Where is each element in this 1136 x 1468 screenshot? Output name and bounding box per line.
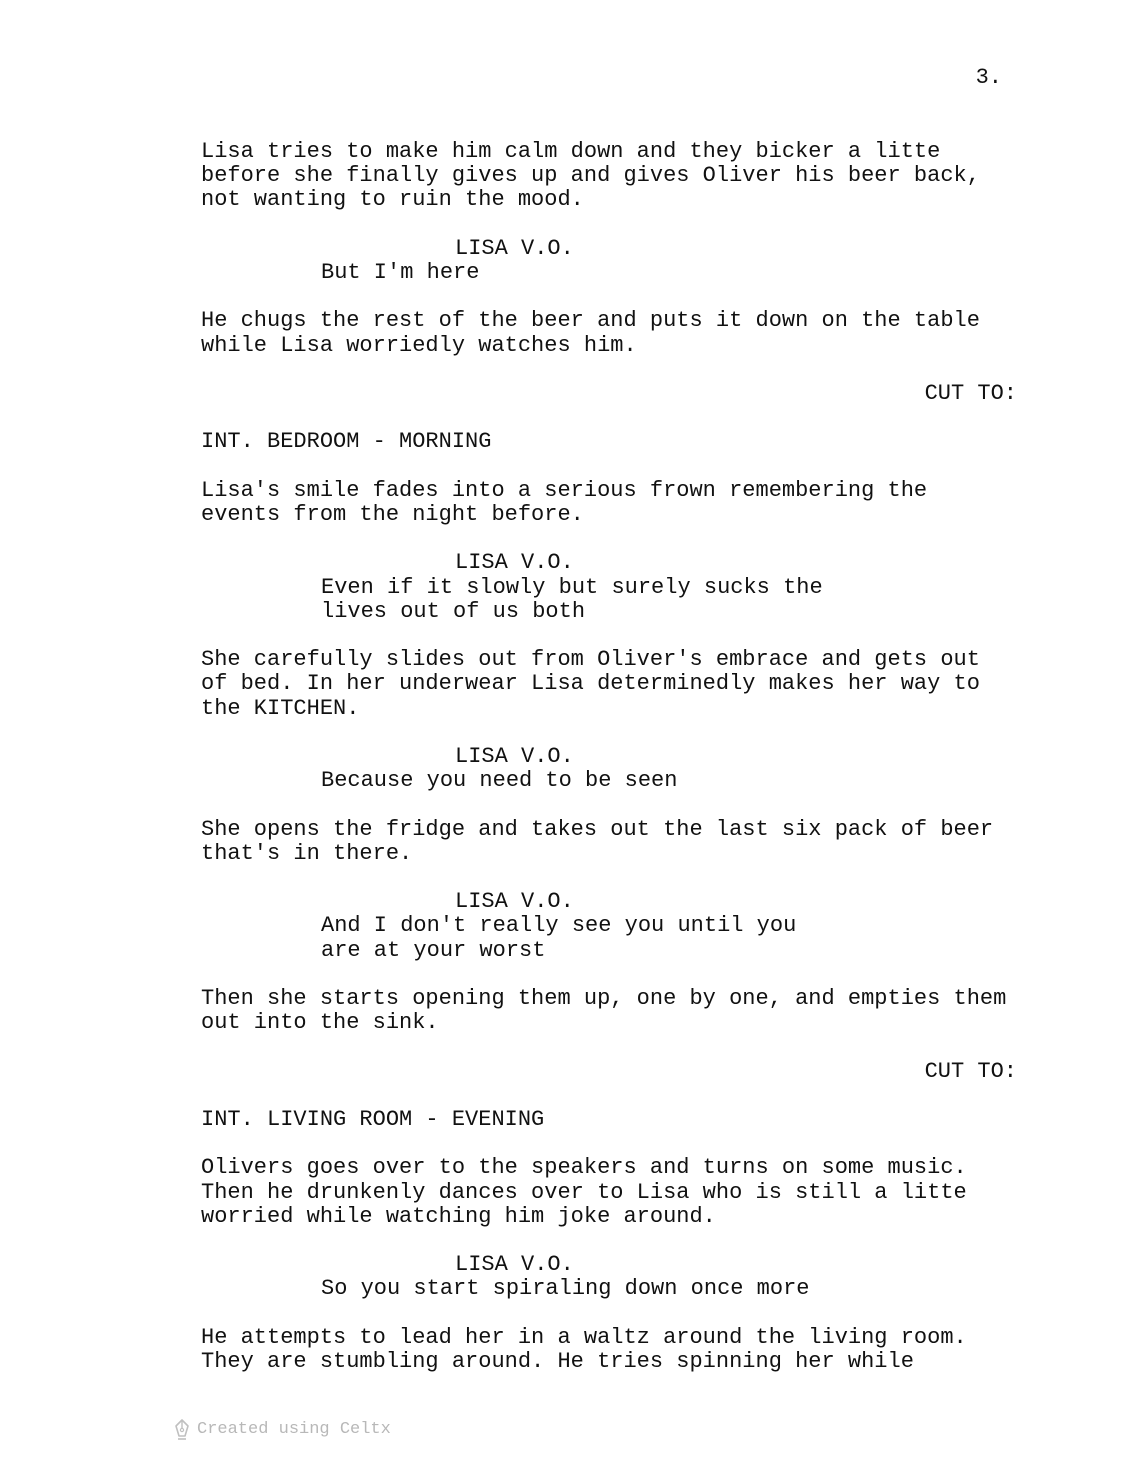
dialogue-line: Because you need to be seen (321, 768, 678, 794)
action-line: She opens the fridge and takes out the last six pack of beer that's in there. (201, 816, 994, 866)
action-line: Lisa's smile fades into a serious frown remembering the events from the night before. (201, 477, 928, 527)
scene-heading: INT. LIVING ROOM - EVENING (201, 1106, 545, 1132)
dialogue-line: So you start spiraling down once more (321, 1276, 810, 1302)
dialogue-line: Even if it slowly but surely sucks the lives out of us both (321, 574, 823, 624)
character-name: LISA V.O. (455, 550, 574, 576)
action-line: He attempts to lead her in a waltz around the living room. They are stumbling around. He tries spinning her while (201, 1324, 967, 1374)
celtx-footer (173, 1418, 391, 1442)
footer-text: Created using Celtx (197, 1420, 391, 1439)
action-line: He chugs the rest of the beer and puts it down on the table while Lisa worriedly watches him. (201, 308, 980, 358)
page-number: 3. (975, 65, 1002, 90)
transition: CUT TO: (924, 1058, 1017, 1084)
action-line: Olivers goes over to the speakers and turns on some music. Then he drunkenly dances over to Lisa who is still a litte worried while watching him joke around. (201, 1155, 967, 1229)
character-name: LISA V.O. (455, 235, 574, 261)
action-line: She carefully slides out from Oliver's embrace and gets out of bed. In her underwear Lisa determinedly makes her way to the KITCHEN. (201, 647, 980, 721)
character-name: LISA V.O. (455, 743, 574, 769)
script-body (201, 140, 1031, 1398)
transition: CUT TO: (924, 380, 1017, 406)
character-name: LISA V.O. (455, 1252, 574, 1278)
pen-nib-icon (173, 1418, 191, 1442)
scene-heading: INT. BEDROOM - MORNING (201, 429, 492, 455)
action-line: Lisa tries to make him calm down and they bicker a litte before she finally gives up and gives Oliver his beer back, not wanting to ruin the mood. (201, 139, 980, 213)
character-name: LISA V.O. (455, 889, 574, 915)
dialogue-line: And I don't really see you until you are at your worst (321, 913, 797, 963)
action-line: Then she starts opening them up, one by one, and empties them out into the sink. (201, 985, 1007, 1036)
dialogue-line: But I'm here (321, 260, 480, 285)
